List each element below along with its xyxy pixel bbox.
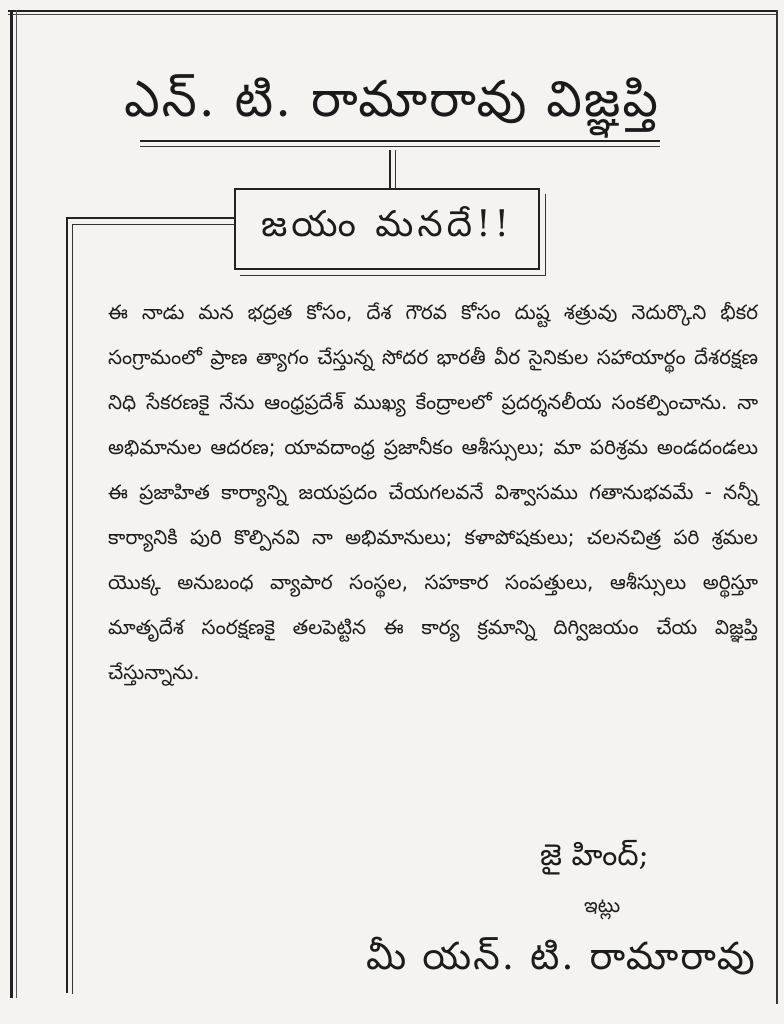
- bracket-horizontal: [66, 217, 234, 219]
- slogan-box: [234, 188, 540, 270]
- bracket-horizontal-inner: [72, 224, 234, 225]
- slogan-text: జయం మనదే!!: [260, 204, 514, 245]
- connector-line-inner: [395, 150, 396, 190]
- page-title: ఎన్. టి. రామారావు విజ్ఞప్తి: [124, 70, 660, 128]
- slogan-box-shadow: [240, 194, 546, 276]
- bracket-vertical-inner: [72, 224, 73, 994]
- body-paragraph: ఈ నాడు మన భద్రత కోసం, దేశ గౌరవ కోసం దుష్ట శత్రువు నెదుర్కొని భీకర సంగ్రామంలో ప్రాణ త్యాగం చేస్తున్న సోదర భారతీ వీర సైనికుల సహాయార్థం దేశరక్షణ నిధి సేకరణకై నేను ఆంధ్రప్రదేశ్ ముఖ్య కేంద్రాలలో ప్రదర్శనలీయ సంకల్పించాను. నా అభిమానుల ఆదరణ; యావదాంధ్ర ప్రజానీకం ఆశీస్సులు; మా పరిశ్రమ అండదండలు ఈ ప్రజాహిత కార్యాన్ని జయప్రదం చేయగలవనే విశ్వాసము గతానుభవమే - నన్నీ కార్యానికి పురి కొల్పినవి నా అభిమానులు; కళాపోషకులు; చలనచిత్ర పరి శ్రమల యొక్క అనుబంధ వ్యాపార సంస్థల, సహకార సంపత్తులు, ఆశీస్సులు అర్థిస్తూ మాతృదేశ సంరక్షణకై తలపెట్టిన ఈ కార్య క్రమాన్ని దిగ్విజయం చేయ విజ్ఞప్తి చేస్తున్నాను.: [108, 300, 758, 684]
- frame-top-rule-inner: [8, 14, 776, 15]
- signature: మీ యన్. టి. రామారావు: [366, 934, 757, 978]
- closing-salutation: జై హింద్;: [540, 838, 649, 873]
- frame-left-rule: [10, 10, 13, 998]
- frame-right-rule: [776, 10, 778, 1004]
- title-underline: [140, 140, 660, 142]
- frame-top-rule: [8, 10, 776, 12]
- bracket-vertical: [66, 217, 68, 993]
- frame-left-rule-inner: [16, 10, 17, 998]
- connector-line: [389, 150, 391, 190]
- title-underline-inner: [140, 146, 660, 147]
- closing-sub: ఇట్లు: [584, 893, 621, 917]
